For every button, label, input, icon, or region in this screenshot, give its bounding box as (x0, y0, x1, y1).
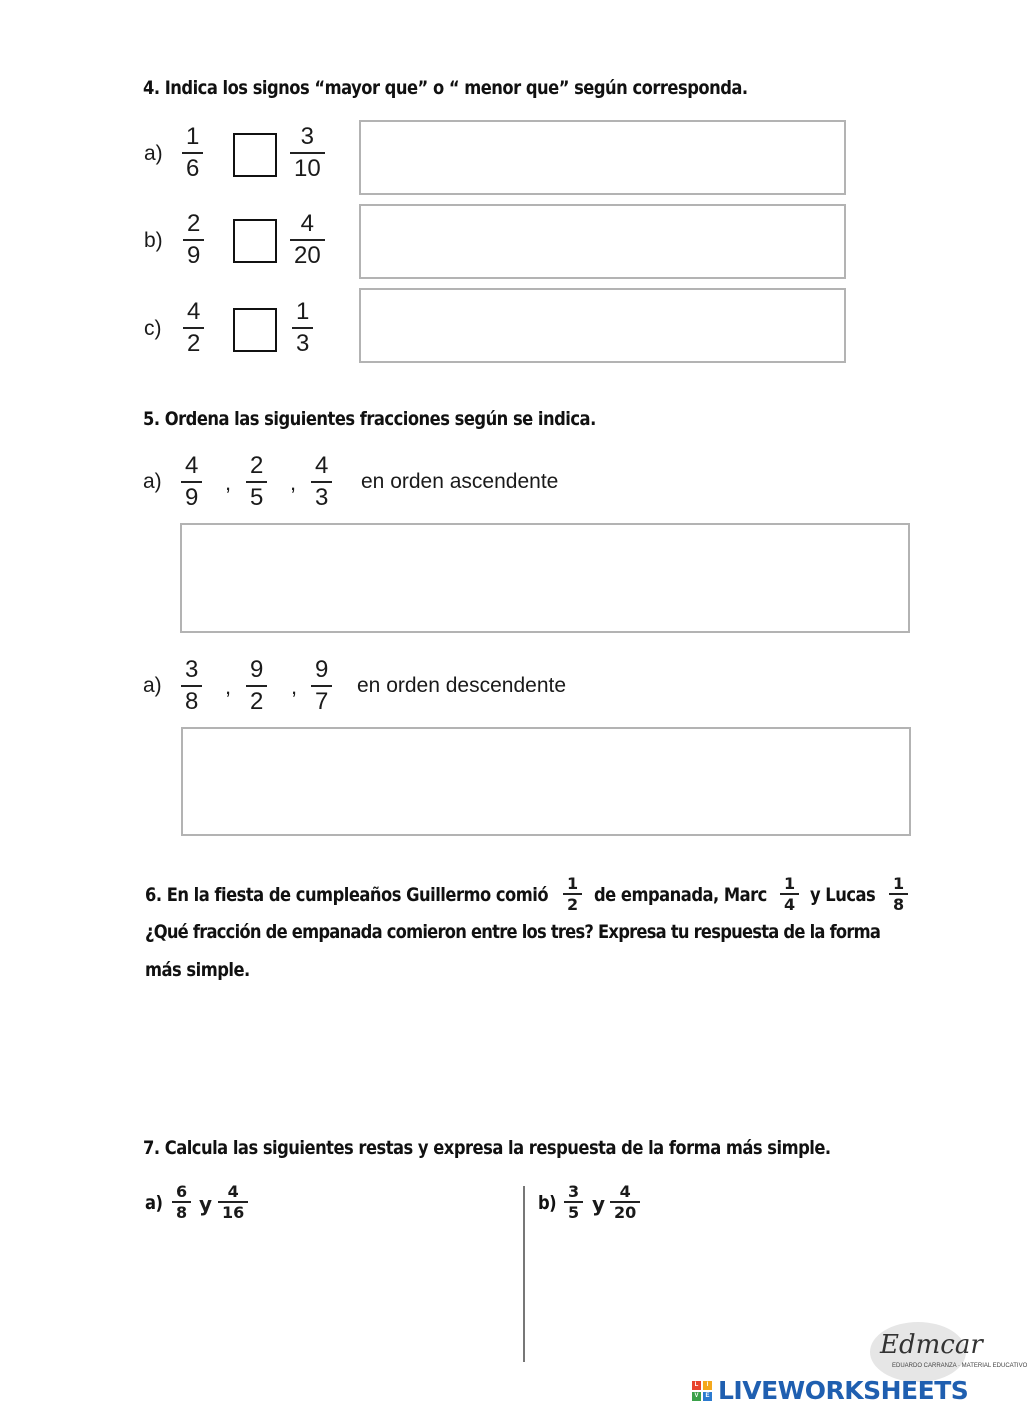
numerator: 1 (893, 874, 905, 893)
q7-item-a-conjunction: y (199, 1192, 213, 1216)
q4-item-b-left-fraction (183, 210, 204, 270)
denominator: 8 (176, 1202, 188, 1222)
comma: , (225, 470, 232, 495)
q5-item-2-fraction-1 (181, 656, 202, 716)
numerator: 4 (227, 1182, 239, 1201)
denominator: 7 (315, 688, 329, 715)
numerator: 6 (176, 1182, 188, 1201)
q4-item-b-right-fraction (290, 210, 325, 270)
denominator: 6 (186, 155, 200, 182)
denominator: 20 (294, 242, 321, 269)
fraction-bar (290, 239, 325, 241)
q5-item-1-answer-box[interactable] (180, 523, 910, 633)
fraction-bar (246, 685, 267, 687)
q6-text-line2: ¿Qué fracción de empanada comieron entre los tres? Expresa tu respuesta de la forma (145, 921, 881, 943)
q5-item-1-fraction-2 (246, 452, 267, 512)
q6-text-part1: 6. En la fiesta de cumpleaños Guillermo comió (145, 884, 549, 906)
q4-item-a-right-fraction (290, 123, 325, 183)
numerator: 1 (186, 123, 200, 150)
q6-text-part3: y Lucas (810, 884, 876, 906)
q5-item-1-label: a) (143, 470, 162, 493)
fraction-bar (311, 481, 332, 483)
numerator: 1 (296, 298, 310, 325)
q4-item-b-answer-box[interactable] (359, 204, 846, 279)
q7-item-b-fraction-2 (610, 1183, 640, 1221)
liveworksheets-logo[interactable] (692, 1376, 968, 1405)
q4-item-c-right-fraction (292, 298, 313, 358)
comma: , (225, 674, 232, 699)
numerator: 3 (300, 123, 315, 150)
q6-fraction-marc (780, 875, 799, 913)
fraction-bar (181, 685, 202, 687)
q6-text-line3: más simple. (145, 959, 250, 981)
q5-item-2-fraction-2 (246, 656, 267, 716)
liveworksheets-grid-icon (692, 1381, 712, 1401)
q6-fraction-guillermo (563, 875, 582, 913)
numerator: 2 (250, 452, 264, 479)
denominator: 16 (222, 1202, 245, 1222)
fraction-bar (183, 327, 204, 329)
fraction-bar (292, 327, 313, 329)
q4-item-c-label: c) (144, 317, 162, 340)
numerator: 4 (187, 298, 201, 325)
q4-item-a-label: a) (144, 142, 163, 165)
denominator: 5 (250, 484, 264, 511)
grid-cell-e: E (703, 1392, 712, 1401)
denominator: 2 (187, 330, 201, 357)
denominator: 2 (250, 688, 264, 715)
comma: , (291, 674, 298, 699)
numerator: 4 (300, 210, 315, 237)
q4-item-a-sign-box[interactable] (233, 133, 277, 177)
q4-item-c-left-fraction (183, 298, 204, 358)
q7-item-b-label: b) (538, 1192, 557, 1214)
fraction-bar (183, 239, 204, 241)
numerator: 3 (568, 1182, 580, 1201)
q4-item-b-label: b) (144, 229, 163, 252)
denominator: 2 (567, 894, 579, 914)
q4-item-c-sign-box[interactable] (233, 308, 277, 352)
grid-cell-l: L (692, 1381, 701, 1390)
q5-item-1-instruction: en orden ascendente (361, 470, 559, 493)
q5-item-2-fraction-3 (311, 656, 332, 716)
q5-item-2-answer-box[interactable] (181, 727, 911, 836)
q6-fraction-lucas (889, 875, 908, 913)
liveworksheets-wordmark: LIVEWORKSHEETS (718, 1376, 969, 1405)
fraction-bar (290, 152, 325, 154)
q7-item-b-conjunction: y (592, 1192, 606, 1216)
q7-item-a-fraction-1 (172, 1183, 191, 1221)
numerator: 1 (567, 874, 579, 893)
numerator: 4 (315, 452, 329, 479)
numerator: 1 (784, 874, 796, 893)
denominator: 4 (784, 894, 796, 914)
comma: , (290, 470, 297, 495)
grid-cell-i: I (703, 1381, 712, 1390)
q7-item-a-fraction-2 (218, 1183, 248, 1221)
q4-item-c-answer-box[interactable] (359, 288, 846, 363)
fraction-bar (181, 481, 202, 483)
q4-item-a-left-fraction (182, 123, 203, 183)
edmcar-logo-subtitle: EDUARDO CARRANZA · MATERIAL EDUCATIVO (892, 1363, 1027, 1369)
q5-item-1-fraction-1 (181, 452, 202, 512)
numerator: 2 (187, 210, 201, 237)
denominator: 8 (185, 688, 199, 715)
denominator: 5 (568, 1202, 580, 1222)
q4-item-b-sign-box[interactable] (233, 219, 277, 263)
numerator: 4 (185, 452, 199, 479)
q5-item-1-fraction-3 (311, 452, 332, 512)
numerator: 9 (315, 656, 329, 683)
grid-cell-v: V (692, 1392, 701, 1401)
column-divider (523, 1186, 525, 1362)
q5-title: 5. Ordena las siguientes fracciones según se indica. (143, 408, 596, 430)
q5-item-2-label: a) (143, 674, 162, 697)
denominator: 3 (315, 484, 329, 511)
numerator: 4 (619, 1182, 631, 1201)
q4-title: 4. Indica los signos “mayor que” o “ menor que” según corresponda. (143, 77, 748, 99)
edmcar-logo-script: Edmcar (880, 1330, 983, 1360)
numerator: 9 (250, 656, 264, 683)
numerator: 3 (185, 656, 199, 683)
fraction-bar (246, 481, 267, 483)
denominator: 9 (187, 242, 201, 269)
q6-text-part2: de empanada, Marc (594, 884, 767, 906)
q4-item-a-answer-box[interactable] (359, 120, 846, 195)
fraction-bar (182, 152, 203, 154)
q5-item-2-instruction: en orden descendente (357, 674, 567, 697)
denominator: 9 (185, 484, 199, 511)
fraction-bar (311, 685, 332, 687)
denominator: 20 (614, 1202, 637, 1222)
q7-item-b-fraction-1 (564, 1183, 583, 1221)
q7-item-a-label: a) (145, 1192, 163, 1214)
denominator: 10 (294, 155, 321, 182)
q7-title: 7. Calcula las siguientes restas y expresa la respuesta de la forma más simple. (143, 1137, 831, 1159)
denominator: 8 (893, 894, 905, 914)
denominator: 3 (296, 330, 310, 357)
